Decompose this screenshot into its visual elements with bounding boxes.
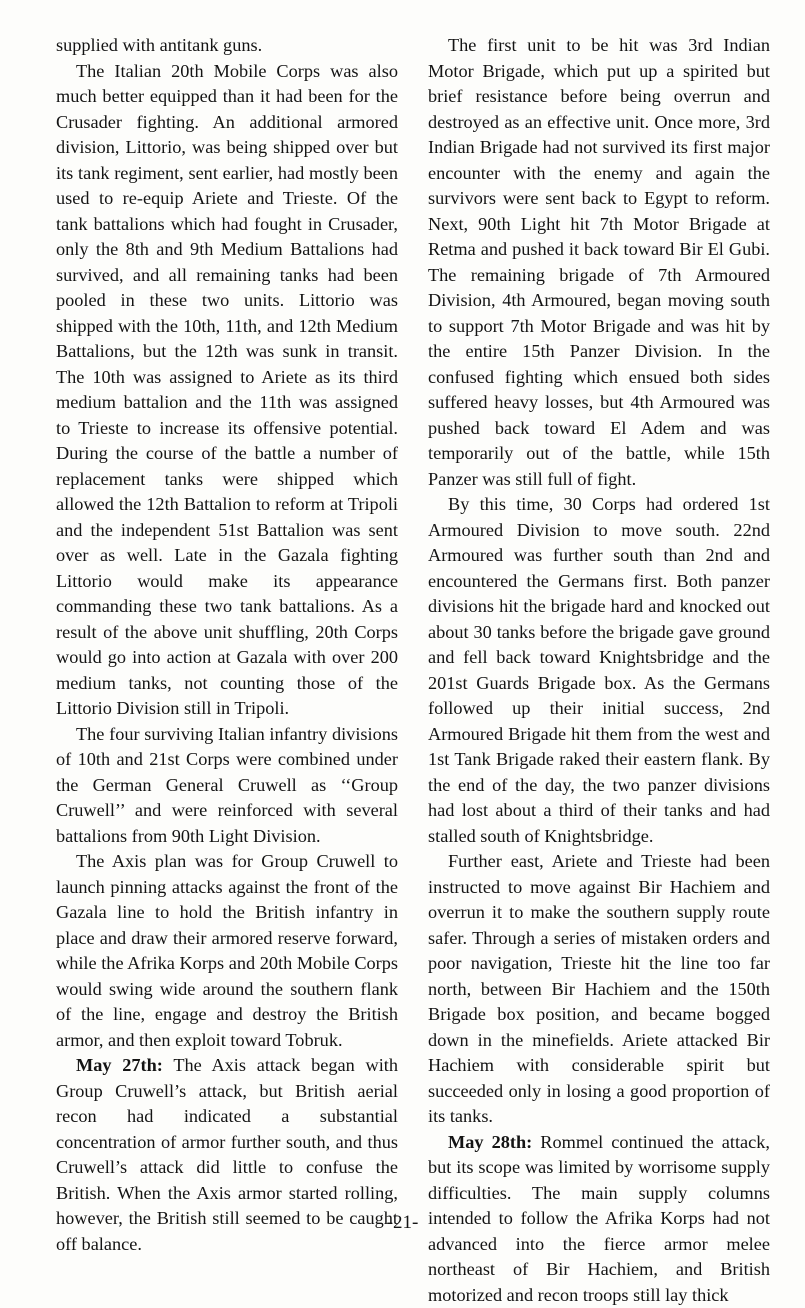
- paragraph: The first unit to be hit was 3rd Indian Motor Brigade, which put up a spirited but brief resistance before being overrun and destroyed as an effective unit. Once more, 3rd Indian Brigade had not survived its first major encounter with the enemy and again the survivors were sent back to Egypt to reform. Next, 90th Light hit 7th Motor Brigade at Retma and pushed it back toward Bir El Gubi. The remaining brigade of 7th Armoured Division, 4th Armoured, began moving south to support 7th Motor Brigade and was hit by the entire 15th Panzer Division. In the confused fighting which ensued both sides suffered heavy losses, but 4th Armoured was pushed back toward El Adem and was temporarily out of the battle, while 15th Panzer was still full of fight.: [428, 33, 770, 492]
- paragraph: The Axis plan was for Group Cruwell to launch pinning attacks against the front of the Gazala line to hold the British infantry in place and draw their armored reserve forward, while the Afrika Korps and 20th Mobile Corps would swing wide around the southern flank of the line, engage and destroy the British armor, and then exploit toward Tobruk.: [56, 849, 398, 1053]
- paragraph: supplied with antitank guns.: [56, 33, 398, 59]
- right-column: [428, 33, 770, 1308]
- date-heading: May 27th:: [76, 1055, 163, 1075]
- page-number: -21-: [0, 1212, 805, 1234]
- paragraph: The Italian 20th Mobile Corps was also much better equipped than it had been for the Crusader fighting. An additional armored division, Littorio, was being shipped over but its tank regiment, sent earlier, had mostly been used to re-equip Ariete and Trieste. Of the tank battalions which had fought in Crusader, only the 8th and 9th Medium Battalions had survived, and all remaining tanks had been pooled in these two units. Littorio was shipped with the 10th, 11th, and 12th Medium Battalions, but the 12th was sunk in transit. The 10th was assigned to Ariete as its third medium battalion and the 11th was assigned to Trieste to increase its offensive potential. During the course of the battle a number of replacement tanks were shipped which allowed the 12th Battalion to reform at Tripoli and the independent 51st Battalion was sent over as well. Late in the Gazala fighting Littorio would make its appearance commanding these two tank battalions. As a result of the above unit shuffling, 20th Corps would go into action at Gazala with over 200 medium tanks, not counting those of the Littorio Division still in Tripoli.: [56, 59, 398, 722]
- paragraph: By this time, 30 Corps had ordered 1st Armoured Division to move south. 22nd Armoured was further south than 2nd and encountered the Germans first. Both panzer divisions hit the brigade hard and knocked out about 30 tanks before the brigade gave ground and fell back toward Knightsbridge and the 201st Guards Brigade box. As the Germans followed up their initial success, 2nd Armoured Brigade hit them from the west and 1st Tank Brigade raked their eastern flank. By the end of the day, the two panzer divisions had lost about a third of their tanks and had stalled south of Knightsbridge.: [428, 492, 770, 849]
- date-heading: May 28th:: [448, 1132, 532, 1152]
- left-column: [56, 33, 398, 1257]
- paragraph: The four surviving Italian infantry divisions of 10th and 21st Corps were combined under the German General Cruwell as ‘‘Group Cruwell’’ and were reinforced with several battalions from 90th Light Division.: [56, 722, 398, 850]
- paragraph-body: The Axis attack began with Group Cruwell’s attack, but British aerial recon had indicated a substantial concentration of armor further south, and thus Cruwell’s attack did little to confuse the British. When the Axis armor started rolling, however, the British still seemed to be caught off balance.: [56, 1055, 398, 1254]
- paragraph-body: Rommel continued the attack, but its scope was limited by worrisome supply difficulties. The main supply columns intended to follow the Afrika Korps had not advanced into the fierce armor melee northeast of Bir Hachiem, and British motorized and recon troops still lay thick: [428, 1132, 770, 1305]
- paragraph: Further east, Ariete and Trieste had been instructed to move against Bir Hachiem and overrun it to make the southern supply route safer. Through a series of mistaken orders and poor navigation, Trieste hit the line too far north, between Bir Hachiem and the 150th Brigade box position, and became bogged down in the minefields. Ariete attacked Bir Hachiem with considerable spirit but succeeded only in losing a good proportion of its tanks.: [428, 849, 770, 1130]
